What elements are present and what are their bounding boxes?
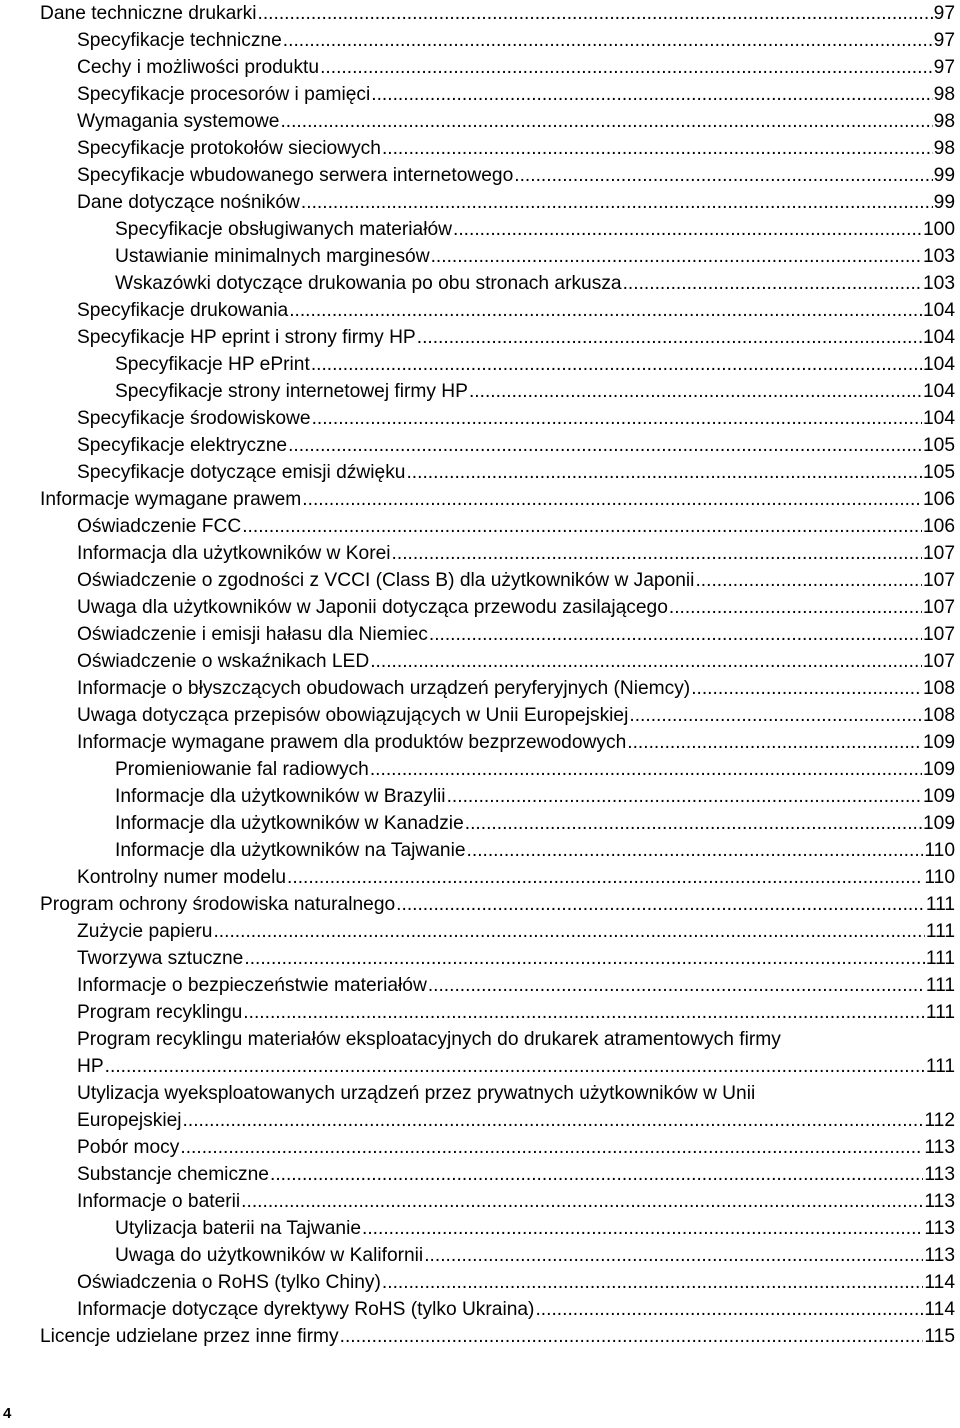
toc-page-number: 109 <box>922 759 955 780</box>
page-number: 4 <box>3 1405 12 1422</box>
toc-entry-title: Informacja dla użytkowników w Korei <box>77 543 391 564</box>
toc-dot-leader <box>465 810 922 837</box>
toc-page-number: 111 <box>925 1056 955 1077</box>
toc-entry[interactable] <box>40 81 955 108</box>
toc-page-number: 99 <box>933 165 955 186</box>
toc-entry-title: Oświadczenie i emisji hałasu dla Niemiec <box>77 624 428 645</box>
toc-entry-title: Informacje dotyczące dyrektywy RoHS (tylko Ukraina) <box>77 1299 535 1320</box>
toc-page-number: 98 <box>933 138 955 159</box>
toc-entry-title: Kontrolny numer modelu <box>77 867 287 888</box>
toc-entry[interactable] <box>40 216 955 243</box>
toc-dot-leader <box>302 486 922 513</box>
toc-entry[interactable] <box>40 1107 955 1134</box>
toc-entry-title: Specyfikacje obsługiwanych materiałów <box>115 219 453 240</box>
toc-entry[interactable] <box>40 702 955 729</box>
toc-dot-leader <box>183 1107 924 1134</box>
toc-entry-title: Program recyklingu materiałów eksploatacyjnych do drukarek atramentowych firmy <box>77 1029 781 1050</box>
toc-dot-leader <box>288 432 922 459</box>
toc-entry-title: Specyfikacje techniczne <box>77 30 282 51</box>
toc-entry-title: Specyfikacje HP ePrint <box>115 354 310 375</box>
toc-entry-title: Program recyklingu <box>77 1002 243 1023</box>
toc-page-number: 108 <box>922 705 955 726</box>
toc-dot-leader <box>244 945 924 972</box>
toc-dot-leader <box>242 513 922 540</box>
toc-entry-title: Specyfikacje drukowania <box>77 300 289 321</box>
toc-dot-leader <box>258 0 933 27</box>
toc-dot-leader <box>289 297 922 324</box>
toc-entry-title: Specyfikacje HP eprint i strony firmy HP <box>77 327 416 348</box>
toc-dot-leader <box>241 1188 923 1215</box>
toc-page-number: 104 <box>922 327 955 348</box>
toc-dot-leader <box>428 972 925 999</box>
toc-entry-title: Oświadczenia o RoHS (tylko Chiny) <box>77 1272 381 1293</box>
toc-entry[interactable] <box>40 486 955 513</box>
toc-dot-leader <box>382 1269 923 1296</box>
toc-dot-leader <box>406 459 922 486</box>
toc-entry[interactable] <box>40 1269 955 1296</box>
toc-entry[interactable] <box>40 189 955 216</box>
toc-dot-leader <box>320 54 933 81</box>
toc-entry-title: Wymagania systemowe <box>77 111 280 132</box>
toc-entry[interactable] <box>40 648 955 675</box>
toc-entry[interactable] <box>40 162 955 189</box>
toc-entry[interactable] <box>40 27 955 54</box>
toc-entry[interactable] <box>40 243 955 270</box>
toc-page-number: 111 <box>925 975 955 996</box>
toc-dot-leader <box>691 675 922 702</box>
toc-page-number: 114 <box>924 1299 955 1320</box>
toc-entry-title: Ustawianie minimalnych marginesów <box>115 246 430 267</box>
toc-dot-leader <box>669 594 922 621</box>
toc-entry-title: Promieniowanie fal radiowych <box>115 759 369 780</box>
toc-page-number: 110 <box>924 840 955 861</box>
toc-page-number: 109 <box>922 732 955 753</box>
toc-page-number: 111 <box>925 894 955 915</box>
toc-page-number: 106 <box>922 489 955 510</box>
toc-dot-leader <box>417 324 922 351</box>
toc-dot-leader <box>370 648 922 675</box>
toc-entry-title: Informacje wymagane prawem <box>40 489 302 510</box>
toc-entry[interactable] <box>40 594 955 621</box>
toc-entry[interactable] <box>40 1053 955 1080</box>
toc-entry-title: Specyfikacje procesorów i pamięci <box>77 84 371 105</box>
toc-page-number: 111 <box>925 948 955 969</box>
toc-entry-title: Europejskiej <box>77 1110 182 1131</box>
toc-page-number: 97 <box>933 57 955 78</box>
toc-entry-title: Specyfikacje środowiskowe <box>77 408 311 429</box>
toc-page-number: 109 <box>922 813 955 834</box>
toc-entry[interactable] <box>40 999 955 1026</box>
toc-dot-leader <box>469 378 922 405</box>
toc-entry-title: Specyfikacje strony internetowej firmy HP <box>115 381 468 402</box>
toc-entry[interactable] <box>40 1134 955 1161</box>
toc-entry[interactable] <box>40 810 955 837</box>
toc-dot-leader <box>627 729 922 756</box>
toc-page-number: 98 <box>933 84 955 105</box>
toc-page-number: 115 <box>924 1326 955 1347</box>
toc-page-number: 105 <box>922 435 955 456</box>
toc-page-number: 104 <box>922 300 955 321</box>
toc-entry-title: Program ochrony środowiska naturalnego <box>40 894 396 915</box>
toc-entry[interactable] <box>40 540 955 567</box>
toc-page-number: 112 <box>924 1110 955 1131</box>
toc-dot-leader <box>429 621 922 648</box>
toc-dot-leader <box>695 567 922 594</box>
toc-entry-title: Specyfikacje dotyczące emisji dźwięku <box>77 462 406 483</box>
toc-page-number: 106 <box>922 516 955 537</box>
toc-dot-leader <box>431 243 922 270</box>
table-of-contents <box>40 0 955 1350</box>
toc-entry-title: Tworzywa sztuczne <box>77 948 244 969</box>
toc-page-number: 97 <box>933 3 955 24</box>
toc-entry[interactable] <box>40 1242 955 1269</box>
toc-entry-title: Uwaga do użytkowników w Kalifornii <box>115 1245 424 1266</box>
toc-dot-leader <box>453 216 922 243</box>
toc-dot-leader <box>514 162 932 189</box>
toc-page-number: 109 <box>922 786 955 807</box>
toc-entry[interactable] <box>40 108 955 135</box>
toc-entry[interactable] <box>40 54 955 81</box>
toc-entry[interactable] <box>40 378 955 405</box>
toc-page-number: 113 <box>924 1191 955 1212</box>
toc-entry-title: Informacje o baterii <box>77 1191 241 1212</box>
toc-dot-leader <box>311 351 922 378</box>
toc-entry-title: Informacje o błyszczących obudowach urządzeń peryferyjnych (Niemcy) <box>77 678 691 699</box>
toc-page-number: 113 <box>924 1245 955 1266</box>
toc-entry-title: Dane dotyczące nośników <box>77 192 300 213</box>
toc-page-number: 113 <box>924 1137 955 1158</box>
toc-dot-leader <box>287 864 923 891</box>
toc-dot-leader <box>382 135 933 162</box>
toc-entry[interactable] <box>40 945 955 972</box>
toc-entry[interactable] <box>40 621 955 648</box>
toc-dot-leader <box>424 1242 923 1269</box>
toc-entry[interactable] <box>40 675 955 702</box>
toc-entry[interactable] <box>40 783 955 810</box>
toc-entry-title: Utylizacja wyeksploatowanych urządzeń przez prywatnych użytkowników w Unii <box>77 1083 756 1104</box>
toc-entry[interactable] <box>40 1188 955 1215</box>
toc-entry[interactable] <box>40 972 955 999</box>
toc-entry[interactable] <box>40 0 955 27</box>
toc-entry-title: Specyfikacje protokołów sieciowych <box>77 138 381 159</box>
toc-entry[interactable] <box>40 918 955 945</box>
toc-dot-leader <box>392 540 922 567</box>
toc-entry-title: Informacje dla użytkowników w Kanadzie <box>115 813 464 834</box>
toc-entry-title: Specyfikacje elektryczne <box>77 435 288 456</box>
toc-page-number: 103 <box>922 246 955 267</box>
toc-entry[interactable] <box>40 297 955 324</box>
toc-entry-title: Pobór mocy <box>77 1137 180 1158</box>
toc-dot-leader <box>396 891 925 918</box>
toc-entry-title: Uwaga dotycząca przepisów obowiązujących w Unii Europejskiej <box>77 705 629 726</box>
toc-entry[interactable] <box>40 324 955 351</box>
toc-entry-title: Dane techniczne drukarki <box>40 3 257 24</box>
toc-dot-leader <box>312 405 922 432</box>
toc-dot-leader <box>105 1053 925 1080</box>
toc-entry[interactable] <box>40 1026 955 1053</box>
toc-page-number: 104 <box>922 381 955 402</box>
toc-entry[interactable] <box>40 351 955 378</box>
toc-entry-title: Zużycie papieru <box>77 921 213 942</box>
toc-dot-leader <box>447 783 922 810</box>
toc-dot-leader <box>340 1323 924 1350</box>
toc-entry-title: Utylizacja baterii na Tajwanie <box>115 1218 362 1239</box>
toc-page-number: 110 <box>924 867 955 888</box>
toc-page-number: 103 <box>922 273 955 294</box>
toc-page-number: 99 <box>933 192 955 213</box>
toc-entry[interactable] <box>40 1323 955 1350</box>
toc-entry[interactable] <box>40 135 955 162</box>
toc-entry[interactable] <box>40 432 955 459</box>
toc-page-number: 104 <box>922 408 955 429</box>
toc-entry-title: Oświadczenie FCC <box>77 516 242 537</box>
toc-page-number: 107 <box>922 570 955 591</box>
toc-entry-title: Wskazówki dotyczące drukowania po obu stronach arkusza <box>115 273 622 294</box>
toc-dot-leader <box>362 1215 923 1242</box>
toc-page-number: 107 <box>922 651 955 672</box>
toc-dot-leader <box>371 81 932 108</box>
toc-dot-leader <box>467 837 924 864</box>
toc-dot-leader <box>280 108 932 135</box>
toc-entry-title: Specyfikacje wbudowanego serwera internetowego <box>77 165 514 186</box>
toc-entry[interactable] <box>40 891 955 918</box>
toc-dot-leader <box>243 999 925 1026</box>
toc-entry-title: Oświadczenie o wskaźnikach LED <box>77 651 370 672</box>
toc-page-number: 104 <box>922 354 955 375</box>
toc-page-number: 113 <box>924 1218 955 1239</box>
toc-entry-title: Informacje dla użytkowników w Brazylii <box>115 786 446 807</box>
toc-entry-title: Informacje wymagane prawem dla produktów bezprzewodowych <box>77 732 627 753</box>
toc-dot-leader <box>629 702 922 729</box>
toc-entry[interactable] <box>40 864 955 891</box>
toc-page-number: 100 <box>922 219 955 240</box>
toc-entry-title: Licencje udzielane przez inne firmy <box>40 1326 339 1347</box>
toc-page-number: 108 <box>922 678 955 699</box>
toc-entry[interactable] <box>40 837 955 864</box>
toc-entry-title: Cechy i możliwości produktu <box>77 57 320 78</box>
toc-entry[interactable] <box>40 567 955 594</box>
toc-page-number: 105 <box>922 462 955 483</box>
toc-entry-title: Substancje chemiczne <box>77 1164 269 1185</box>
toc-dot-leader <box>270 1161 923 1188</box>
toc-entry[interactable] <box>40 1215 955 1242</box>
toc-page-number: 113 <box>924 1164 955 1185</box>
toc-dot-leader <box>535 1296 923 1323</box>
toc-entry-title: Oświadczenie o zgodności z VCCI (Class B) dla użytkowników w Japonii <box>77 570 695 591</box>
toc-entry[interactable] <box>40 405 955 432</box>
toc-entry-title: Uwaga dla użytkowników w Japonii dotycząca przewodu zasilającego <box>77 597 668 618</box>
toc-dot-leader <box>623 270 922 297</box>
toc-dot-leader <box>283 27 933 54</box>
toc-entry-title: HP <box>77 1056 104 1077</box>
toc-entry[interactable] <box>40 729 955 756</box>
toc-page-number: 107 <box>922 624 955 645</box>
toc-page-number: 111 <box>925 1002 955 1023</box>
toc-dot-leader <box>213 918 924 945</box>
toc-entry[interactable] <box>40 1296 955 1323</box>
toc-page-number: 107 <box>922 597 955 618</box>
toc-entry-title: Informacje o bezpieczeństwie materiałów <box>77 975 427 996</box>
toc-entry[interactable] <box>40 756 955 783</box>
toc-page-number: 111 <box>925 921 955 942</box>
toc-dot-leader <box>301 189 933 216</box>
toc-entry[interactable] <box>40 1080 955 1107</box>
toc-page-number: 107 <box>922 543 955 564</box>
toc-entry-title: Informacje dla użytkowników na Tajwanie <box>115 840 466 861</box>
toc-page-number: 98 <box>933 111 955 132</box>
toc-entry[interactable] <box>40 459 955 486</box>
toc-entry[interactable] <box>40 513 955 540</box>
toc-dot-leader <box>370 756 922 783</box>
toc-page-number: 114 <box>924 1272 955 1293</box>
toc-entry[interactable] <box>40 270 955 297</box>
toc-dot-leader <box>180 1134 923 1161</box>
toc-entry[interactable] <box>40 1161 955 1188</box>
toc-page-number: 97 <box>933 30 955 51</box>
